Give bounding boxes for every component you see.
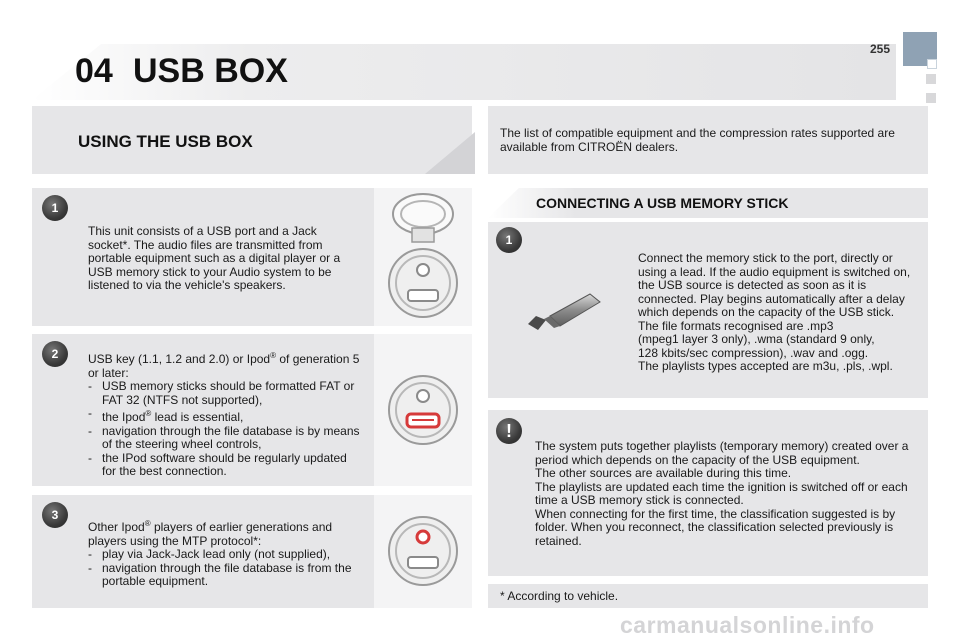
step-badge-2: 2 [42, 341, 68, 367]
block-1-text: This unit consists of a USB port and a Jack socket*. The audio files are transmitted from portable equipment such as a digital player or a USB memory stick to your Audio system to be listened to via the vehicle's speakers. [88, 224, 341, 292]
list-item: - the Ipod® lead is essential, [88, 407, 364, 425]
block-2-list [88, 380, 364, 479]
warning-icon: ! [496, 418, 522, 444]
tab-square [927, 59, 937, 69]
connect-text: Connect the memory stick to the port, directly or using a lead. If the audio equipment is switched on, the USB source is detected as soon as it is connected. Play begins automatically after a delay which depends on the capacity of the USB stick. The file formats recognised are .mp3 (mpeg1 layer 3 only), .wma (standard 9 only, 128 kbits/sec compression), .wav and .ogg. The playlists types accepted are m3u, .pls, .wpl. [638, 251, 911, 373]
list-item: - the IPod software should be regularly updated for the best connection. [88, 452, 364, 479]
step-badge-1: 1 [42, 195, 68, 221]
block-2-intro: USB key (1.1, 1.2 and 2.0) or Ipod® of generation 5 or later: [88, 351, 360, 380]
chapter-number: 04 [75, 52, 113, 90]
jack-socket-highlighted-icon [374, 495, 472, 608]
watermark: carmanualsonline.info [620, 612, 875, 638]
list-item: - play via Jack-Jack lead only (not supplied), [88, 548, 366, 562]
block-2-image [374, 334, 472, 486]
usb-port-highlighted-icon [374, 334, 472, 486]
list-item: - navigation through the file database is from the portable equipment. [88, 562, 366, 589]
list-item: - navigation through the file database is by means of the steering wheel controls, [88, 425, 364, 452]
footnote: * According to vehicle. [500, 589, 619, 603]
block-3-list [88, 548, 366, 589]
step-badge-3: 3 [42, 502, 68, 528]
block-3-intro: Other Ipod® players of earlier generations and players using the MTP protocol*: [88, 519, 333, 548]
tab-square [926, 74, 936, 84]
usb-jack-socket-cover-open-icon [374, 188, 472, 326]
block-3-text [88, 517, 366, 589]
subsection-title: CONNECTING A USB MEMORY STICK [536, 195, 789, 211]
block-2-text [88, 349, 364, 479]
page-number: 255 [870, 42, 891, 56]
list-item: - USB memory sticks should be formatted FAT or FAT 32 (NTFS not supported), [88, 380, 364, 407]
usb-memory-stick-icon [524, 286, 604, 334]
step-badge-1-connect: 1 [496, 227, 522, 253]
warning-text: The system puts together playlists (temporary memory) created over a period which depends on the capacity of the USB equipment. The other sources are available during this time. The playlists are updated each time the ignition is switched off or each time a USB memory stick is connected. When connecting for the first time, the classification suggested is by folder. When you reconnect, the classification selected previously is retained. [535, 439, 909, 548]
usb-stick-image [524, 286, 604, 334]
chapter-title: USB BOX [133, 52, 288, 90]
tab-square [926, 93, 936, 103]
section-title: USING THE USB BOX [78, 132, 253, 151]
compat-text: The list of compatible equipment and the compression rates supported are available from CITROËN dealers. [500, 126, 895, 154]
block-3-image [374, 495, 472, 608]
block-1-image [374, 188, 472, 326]
